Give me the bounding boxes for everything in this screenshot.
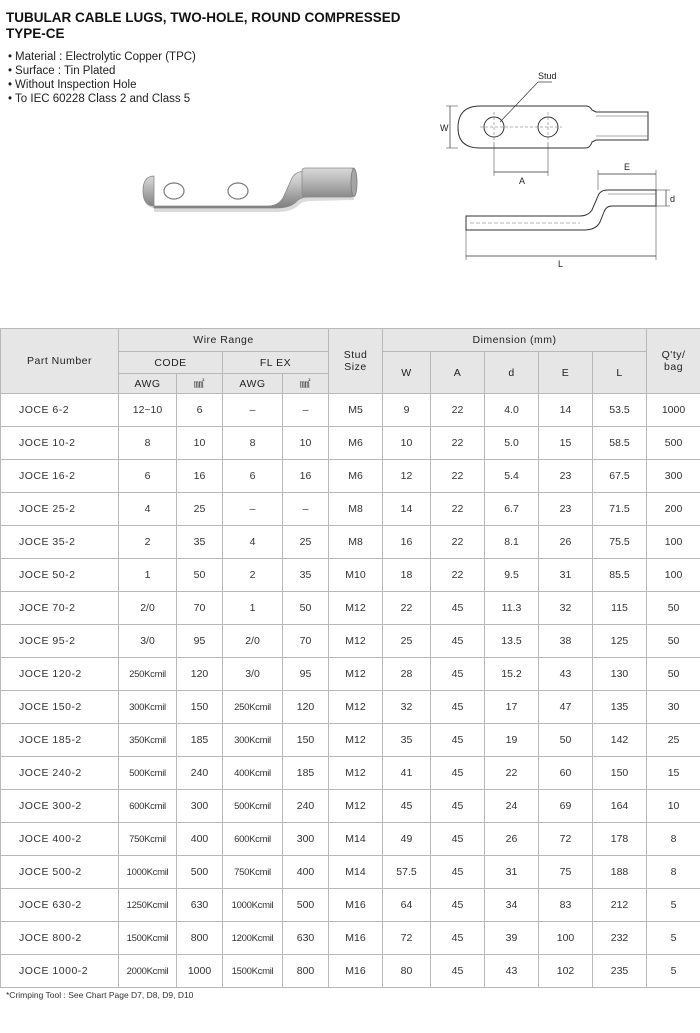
cell-code-awg: 1000Kcmil [119,856,177,889]
cell-part-number: JOCE 10-2 [1,427,119,460]
cell-dim-e: 60 [539,757,593,790]
cell-dim-l: 125 [593,625,647,658]
cell-dim-d: 19 [485,724,539,757]
table-row [1,757,700,790]
cell-dim-d: 39 [485,922,539,955]
cell-part-number: JOCE 300-2 [1,790,119,823]
cell-dim-w: 72 [383,922,431,955]
cell-stud-size: M14 [329,823,383,856]
table-row [1,889,700,922]
cell-qty-per-bag: 1000 [647,394,700,427]
cell-dim-l: 67.5 [593,460,647,493]
cell-qty-per-bag: 100 [647,559,700,592]
cell-dim-d: 5.4 [485,460,539,493]
cell-dim-w: 32 [383,691,431,724]
cell-flex-mm2: 25 [283,526,329,559]
cell-code-awg: 750Kcmil [119,823,177,856]
d-label: d [670,194,676,204]
table-row [1,790,700,823]
feature-item: • Material : Electrolytic Copper (TPC) [8,50,196,64]
cell-code-mm2: 50 [177,559,223,592]
cell-dim-e: 26 [539,526,593,559]
cell-code-awg: 1 [119,559,177,592]
header-wire-range: Wire Range [119,329,329,352]
cell-code-awg: 2000Kcmil [119,955,177,988]
cell-flex-mm2: 240 [283,790,329,823]
cell-dim-a: 22 [431,460,485,493]
cell-dim-a: 45 [431,856,485,889]
header-qty [647,329,700,394]
cell-flex-mm2: 300 [283,823,329,856]
cell-dim-a: 45 [431,757,485,790]
cell-stud-size: M8 [329,493,383,526]
cell-flex-mm2: 16 [283,460,329,493]
cell-part-number: JOCE 800-2 [1,922,119,955]
cell-dim-l: 85.5 [593,559,647,592]
cell-flex-awg: – [223,493,283,526]
cell-flex-awg: 1500Kcmil [223,955,283,988]
cell-dim-l: 130 [593,658,647,691]
cell-dim-w: 14 [383,493,431,526]
table-row [1,922,700,955]
cell-flex-awg: 1200Kcmil [223,922,283,955]
cell-stud-size: M12 [329,790,383,823]
cell-dim-a: 45 [431,823,485,856]
cell-flex-mm2: 50 [283,592,329,625]
page-title [6,10,401,42]
cell-dim-a: 22 [431,427,485,460]
spec-table [0,328,700,988]
cell-dim-w: 35 [383,724,431,757]
cell-code-mm2: 630 [177,889,223,922]
cell-flex-awg: 250Kcmil [223,691,283,724]
cell-code-awg: 1500Kcmil [119,922,177,955]
cell-stud-size: M12 [329,691,383,724]
cell-code-awg: 4 [119,493,177,526]
cell-qty-per-bag: 8 [647,856,700,889]
cell-dim-a: 45 [431,922,485,955]
table-row [1,493,700,526]
feature-item: • Surface : Tin Plated [8,64,196,78]
cell-dim-a: 45 [431,955,485,988]
cell-qty-per-bag: 500 [647,427,700,460]
header-e: E [539,352,593,394]
feature-list [8,50,196,106]
cell-dim-l: 150 [593,757,647,790]
cell-stud-size: M6 [329,460,383,493]
cell-part-number: JOCE 25-2 [1,493,119,526]
cell-qty-per-bag: 50 [647,658,700,691]
cell-dim-e: 23 [539,460,593,493]
header-code-awg: AWG [119,374,177,394]
cell-code-awg: 6 [119,460,177,493]
cell-part-number: JOCE 150-2 [1,691,119,724]
cell-flex-awg: 8 [223,427,283,460]
cell-code-mm2: 1000 [177,955,223,988]
table-row [1,691,700,724]
cell-flex-mm2: – [283,394,329,427]
header-w: W [383,352,431,394]
cell-dim-w: 49 [383,823,431,856]
cell-dim-a: 45 [431,889,485,922]
cell-flex-mm2: 35 [283,559,329,592]
cell-dim-w: 28 [383,658,431,691]
cell-flex-mm2: 500 [283,889,329,922]
table-row [1,724,700,757]
cell-dim-a: 45 [431,724,485,757]
cell-flex-mm2: 630 [283,922,329,955]
cell-dim-l: 164 [593,790,647,823]
cell-dim-a: 45 [431,625,485,658]
cell-part-number: JOCE 240-2 [1,757,119,790]
cell-stud-size: M12 [329,625,383,658]
cell-dim-d: 11.3 [485,592,539,625]
cell-dim-e: 31 [539,559,593,592]
cell-flex-awg: 300Kcmil [223,724,283,757]
cell-stud-size: M16 [329,922,383,955]
cell-code-awg: 1250Kcmil [119,889,177,922]
cell-dim-e: 75 [539,856,593,889]
cell-stud-size: M12 [329,724,383,757]
cell-part-number: JOCE 50-2 [1,559,119,592]
header-stud-size-line2: Size [344,361,367,373]
cell-dim-e: 32 [539,592,593,625]
header-part-number: Part Number [1,329,119,394]
cell-stud-size: M12 [329,757,383,790]
cell-stud-size: M5 [329,394,383,427]
cell-stud-size: M8 [329,526,383,559]
cell-flex-awg: 2 [223,559,283,592]
cell-qty-per-bag: 5 [647,922,700,955]
cell-qty-per-bag: 8 [647,823,700,856]
header-qty-line1: Q'ty/ [661,349,686,361]
header-code: CODE [119,352,223,374]
cell-dim-w: 10 [383,427,431,460]
cell-stud-size: M6 [329,427,383,460]
cell-part-number: JOCE 120-2 [1,658,119,691]
cell-code-mm2: 185 [177,724,223,757]
cell-dim-w: 45 [383,790,431,823]
cell-dim-e: 69 [539,790,593,823]
cell-dim-a: 22 [431,394,485,427]
cell-dim-d: 43 [485,955,539,988]
cell-dim-l: 115 [593,592,647,625]
cell-dim-l: 142 [593,724,647,757]
header-l: L [593,352,647,394]
cell-qty-per-bag: 10 [647,790,700,823]
cell-dim-a: 22 [431,559,485,592]
header-stud-size [329,329,383,394]
table-row [1,427,700,460]
cell-qty-per-bag: 200 [647,493,700,526]
title-line-1: TUBULAR CABLE LUGS, TWO-HOLE, ROUND COMPRESSED [6,10,401,25]
cell-dim-e: 72 [539,823,593,856]
cell-dim-e: 38 [539,625,593,658]
cell-flex-awg: 1000Kcmil [223,889,283,922]
cell-stud-size: M12 [329,592,383,625]
cell-qty-per-bag: 100 [647,526,700,559]
title-line-2: TYPE-CE [6,26,65,41]
cell-dim-w: 22 [383,592,431,625]
cell-stud-size: M14 [329,856,383,889]
cell-dim-e: 43 [539,658,593,691]
cell-dim-d: 13.5 [485,625,539,658]
cell-stud-size: M12 [329,658,383,691]
table-row [1,823,700,856]
cell-dim-e: 47 [539,691,593,724]
cell-flex-awg: 1 [223,592,283,625]
cell-qty-per-bag: 50 [647,625,700,658]
table-row [1,592,700,625]
a-label: A [519,176,526,186]
table-row [1,526,700,559]
cell-flex-awg: 2/0 [223,625,283,658]
cell-flex-awg: 600Kcmil [223,823,283,856]
cell-flex-awg: 400Kcmil [223,757,283,790]
cell-flex-awg: – [223,394,283,427]
cell-dim-l: 75.5 [593,526,647,559]
cell-part-number: JOCE 630-2 [1,889,119,922]
cell-dim-e: 23 [539,493,593,526]
header-d: d [485,352,539,394]
cell-part-number: JOCE 70-2 [1,592,119,625]
table-row [1,625,700,658]
cell-code-mm2: 25 [177,493,223,526]
cell-code-awg: 500Kcmil [119,757,177,790]
cell-code-mm2: 16 [177,460,223,493]
cell-flex-mm2: 10 [283,427,329,460]
cell-code-awg: 8 [119,427,177,460]
cell-flex-awg: 4 [223,526,283,559]
header-a: A [431,352,485,394]
feature-item: • Without Inspection Hole [8,78,196,92]
cell-code-awg: 350Kcmil [119,724,177,757]
cell-code-mm2: 120 [177,658,223,691]
cell-part-number: JOCE 35-2 [1,526,119,559]
header-qty-line2: bag [664,361,684,373]
cell-flex-mm2: 185 [283,757,329,790]
cell-dim-d: 6.7 [485,493,539,526]
cell-flex-mm2: 400 [283,856,329,889]
cell-code-mm2: 150 [177,691,223,724]
cell-stud-size: M16 [329,955,383,988]
technical-drawing [430,70,680,270]
table-row [1,955,700,988]
header-flex: FL EX [223,352,329,374]
cell-dim-a: 45 [431,592,485,625]
cell-qty-per-bag: 50 [647,592,700,625]
cell-flex-mm2: 120 [283,691,329,724]
cell-dim-a: 45 [431,691,485,724]
cell-dim-e: 50 [539,724,593,757]
footnote: *Crimping Tool : See Chart Page D7, D8, D9, D10 [6,990,194,1000]
cell-dim-e: 83 [539,889,593,922]
cell-part-number: JOCE 500-2 [1,856,119,889]
cell-dim-d: 17 [485,691,539,724]
cell-code-mm2: 800 [177,922,223,955]
cell-dim-d: 9.5 [485,559,539,592]
cell-code-awg: 300Kcmil [119,691,177,724]
feature-item: • To IEC 60228 Class 2 and Class 5 [8,92,196,106]
e-label: E [624,162,631,172]
cell-code-awg: 3/0 [119,625,177,658]
cell-dim-w: 16 [383,526,431,559]
stud-label: Stud [538,71,557,81]
w-label: W [440,123,449,133]
cell-flex-mm2: 95 [283,658,329,691]
cell-qty-per-bag: 5 [647,889,700,922]
cell-qty-per-bag: 300 [647,460,700,493]
cell-dim-l: 58.5 [593,427,647,460]
cell-code-mm2: 400 [177,823,223,856]
cell-dim-d: 8.1 [485,526,539,559]
cell-dim-l: 232 [593,922,647,955]
cell-dim-l: 235 [593,955,647,988]
cell-dim-d: 34 [485,889,539,922]
cell-dim-a: 45 [431,658,485,691]
table-row [1,394,700,427]
cell-code-mm2: 10 [177,427,223,460]
cell-flex-awg: 6 [223,460,283,493]
cell-stud-size: M16 [329,889,383,922]
cell-dim-d: 31 [485,856,539,889]
cell-part-number: JOCE 16-2 [1,460,119,493]
spec-table-body [1,394,700,988]
cell-part-number: JOCE 6-2 [1,394,119,427]
table-row [1,856,700,889]
cell-part-number: JOCE 185-2 [1,724,119,757]
cell-dim-l: 212 [593,889,647,922]
cell-code-mm2: 500 [177,856,223,889]
cell-dim-w: 57.5 [383,856,431,889]
cell-flex-mm2: – [283,493,329,526]
cell-dim-d: 4.0 [485,394,539,427]
cell-code-mm2: 95 [177,625,223,658]
header-flex-mm2: ㎟ [283,374,329,394]
cell-dim-l: 71.5 [593,493,647,526]
cell-qty-per-bag: 5 [647,955,700,988]
cell-qty-per-bag: 15 [647,757,700,790]
cell-dim-l: 135 [593,691,647,724]
cell-dim-d: 26 [485,823,539,856]
cell-qty-per-bag: 30 [647,691,700,724]
cell-dim-e: 14 [539,394,593,427]
cell-dim-e: 15 [539,427,593,460]
cell-code-awg: 2 [119,526,177,559]
cell-code-awg: 12~10 [119,394,177,427]
cell-part-number: JOCE 95-2 [1,625,119,658]
cell-dim-w: 12 [383,460,431,493]
header-flex-awg: AWG [223,374,283,394]
l-label: L [558,259,564,269]
cell-code-awg: 250Kcmil [119,658,177,691]
cell-flex-awg: 750Kcmil [223,856,283,889]
cell-dim-w: 18 [383,559,431,592]
table-row [1,460,700,493]
cell-dim-w: 25 [383,625,431,658]
table-row [1,658,700,691]
cell-dim-w: 41 [383,757,431,790]
cell-part-number: JOCE 400-2 [1,823,119,856]
cell-stud-size: M10 [329,559,383,592]
cell-dim-e: 100 [539,922,593,955]
cell-flex-awg: 3/0 [223,658,283,691]
cell-part-number: JOCE 1000-2 [1,955,119,988]
cell-dim-l: 53.5 [593,394,647,427]
cell-flex-mm2: 70 [283,625,329,658]
cell-dim-w: 80 [383,955,431,988]
cell-dim-d: 5.0 [485,427,539,460]
cell-dim-a: 22 [431,493,485,526]
cell-code-mm2: 6 [177,394,223,427]
cell-dim-a: 22 [431,526,485,559]
cell-dim-d: 24 [485,790,539,823]
cell-flex-awg: 500Kcmil [223,790,283,823]
cell-dim-l: 178 [593,823,647,856]
cell-dim-d: 15.2 [485,658,539,691]
cell-code-mm2: 300 [177,790,223,823]
cell-dim-l: 188 [593,856,647,889]
cell-code-awg: 600Kcmil [119,790,177,823]
cell-dim-d: 22 [485,757,539,790]
cell-dim-e: 102 [539,955,593,988]
table-row [1,559,700,592]
cell-qty-per-bag: 25 [647,724,700,757]
cell-dim-a: 45 [431,790,485,823]
cell-flex-mm2: 150 [283,724,329,757]
header-code-mm2: ㎟ [177,374,223,394]
cell-code-mm2: 70 [177,592,223,625]
cell-flex-mm2: 800 [283,955,329,988]
cell-dim-w: 64 [383,889,431,922]
cell-code-awg: 2/0 [119,592,177,625]
product-photo [140,160,370,230]
header-dimension: Dimension (mm) [383,329,647,352]
cell-code-mm2: 35 [177,526,223,559]
header-stud-size-line1: Stud [343,349,368,361]
cell-code-mm2: 240 [177,757,223,790]
cell-dim-w: 9 [383,394,431,427]
